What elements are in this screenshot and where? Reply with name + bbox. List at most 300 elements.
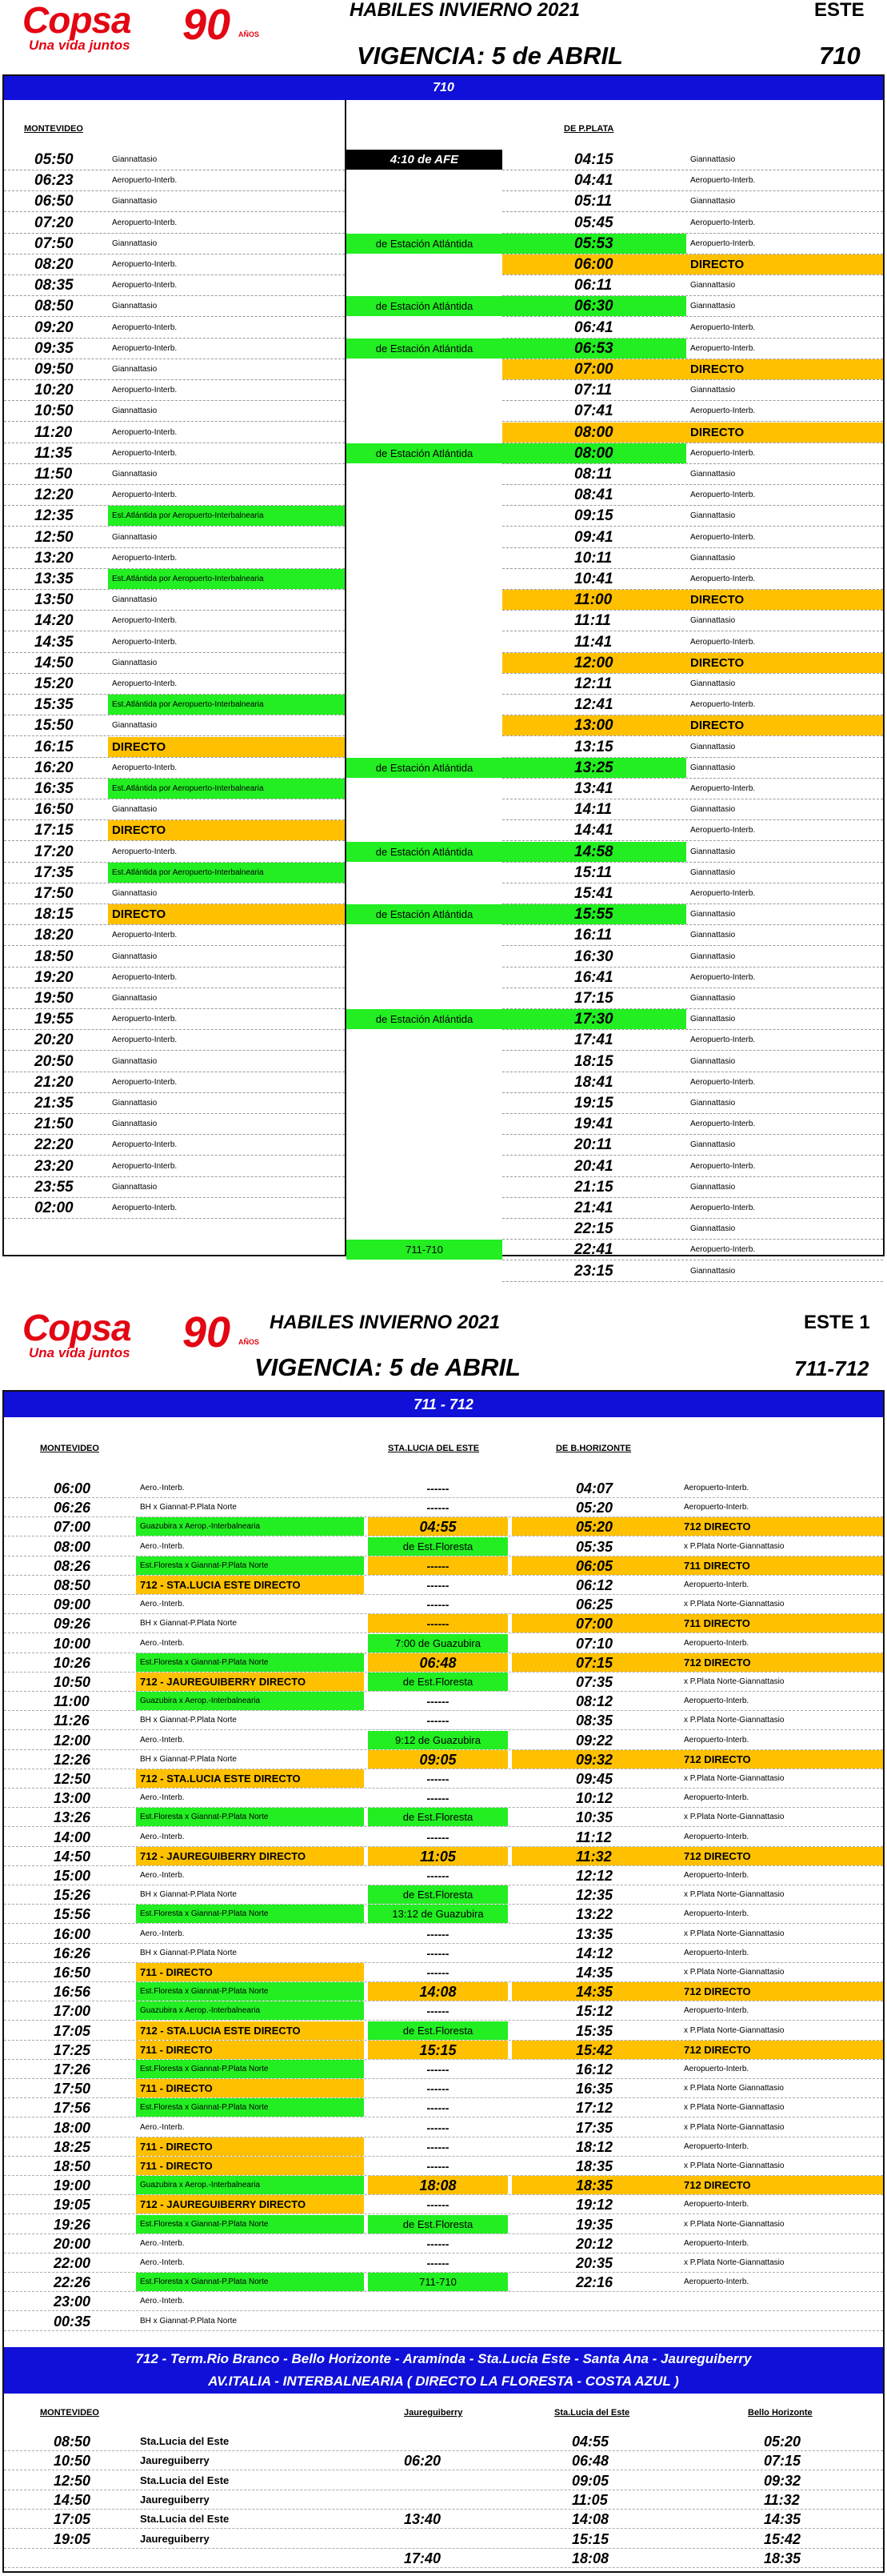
right-cell [502,150,883,170]
brand-tagline: Una vida juntos [29,1345,130,1360]
departure-time: 18:12 [576,2138,613,2155]
right-cell [502,506,883,527]
route-via: x P.Plata Norte-Giannattasio [684,1929,785,1938]
table-row [4,1009,345,1030]
route-via: Aeropuerto-Interb. [690,784,756,793]
departure-time: 21:41 [574,1200,613,1216]
route-via: Est.Atlántida por Aeropuerto-Interbalnearia [112,575,264,583]
route-via: x P.Plata Norte-Giannattasio [684,1716,785,1725]
route-via: Aeropuerto-Interb. [684,1697,749,1706]
departure-time: 12:35 [34,507,74,525]
origin-note: de Estación Atlántida [346,842,502,862]
sta-lucia-value: ------ [426,1830,449,1844]
table-row [4,2510,883,2529]
departure-time: 17:35 [576,2119,613,2136]
departure-time: 07:00 [576,1616,613,1633]
departure-time: 19:35 [576,2216,613,2233]
route-via: Giannattasio [112,721,158,731]
sta-lucia-value: ------ [426,2063,449,2076]
route-via: Aeropuerto-Interb. [112,1077,178,1087]
route-via: 712 DIRECTO [684,1849,751,1862]
departure-time: 08:00 [574,423,613,441]
departure-time: 23:15 [574,1262,613,1280]
sta-lucia-value: ------ [426,1792,449,1805]
departure-time: 08:35 [576,1713,613,1729]
right-cell [502,234,883,254]
route-via: Giannattasio [690,847,736,856]
route-via: Aeropuerto-Interb. [112,176,178,186]
sta-lucia-value: 18:08 [419,2177,457,2194]
route-via: Guazubira x Aerop.-Interbalnearia [140,1697,261,1706]
route-via: x P.Plata Norte-Giannattasio [684,2258,785,2267]
departure-time: 19:05 [54,2530,91,2547]
right-cell [502,170,883,191]
right-cell [502,653,883,674]
departure-time: 14:00 [54,1829,91,1845]
route-via: Giannattasio [690,1099,736,1108]
route-via: Giannattasio [690,679,736,688]
departure-time: 09:00 [54,1596,91,1613]
departure-time: 12:00 [54,1732,91,1749]
departure-time: 05:35 [576,1538,613,1555]
right-cell [502,1177,883,1198]
sta-lucia-time: 04:55 [572,2434,609,2450]
departure-time: 21:35 [34,1095,74,1112]
table-row [346,1072,883,1093]
departure-time: 21:15 [574,1178,613,1196]
departure-time: 14:35 [576,1965,613,1981]
route-via: 711 - DIRECTO [140,2082,213,2095]
table-row [346,653,883,674]
table-row [4,2215,883,2234]
table-row [4,1537,883,1556]
right-cell [502,947,883,968]
route-via: Est.Floresta x Giannat-P.Plata Norte [140,1987,269,1997]
route-via: Est.Floresta x Giannat-P.Plata Norte [140,1909,269,1919]
departure-time: 14:41 [574,822,613,839]
departure-time: 20:50 [34,1052,74,1070]
departure-time: 10:41 [574,571,613,587]
departure-time: 16:35 [34,780,74,797]
right-cell [502,254,883,275]
table-row [4,1673,883,1692]
sta-lucia-value: ------ [426,1579,449,1592]
route-via: 711 - DIRECTO [140,2043,213,2056]
departure-time: 12:41 [574,696,613,714]
departure-time: 16:00 [54,1925,91,1942]
departure-time: 16:12 [576,2061,613,2077]
table-row [346,883,883,904]
right-cell [502,988,883,1009]
route-via: DIRECTO [690,258,745,271]
table-row [346,318,883,339]
table-row [4,1925,883,1944]
route-via: Aeropuerto-Interb. [684,1735,749,1745]
col-montevideo: MONTEVIDEO [40,2408,99,2418]
departure-time: 13:22 [576,1906,613,1923]
right-cell [502,569,883,590]
sta-lucia-time: 15:15 [572,2530,609,2547]
route-via: Aeropuerto-Interb. [690,343,756,353]
route-via: Aeropuerto-Interb. [112,343,178,353]
route-via: Aeropuerto-Interb. [112,218,178,227]
table-row [346,191,883,212]
table-row [4,1905,883,1924]
table-row [4,234,345,254]
route-via: Aero.-Interb. [140,1735,185,1745]
departure-time: 11:11 [574,612,611,630]
right-cell [502,359,883,380]
table-row [4,1576,883,1595]
route-via: Aeropuerto-Interb. [684,1909,749,1919]
departure-time: 11:35 [34,444,73,462]
copsa-logo-1 [22,2,278,66]
table-row [4,2451,883,2470]
jaureguiberry-time: 06:20 [404,2453,442,2470]
table-row [4,1769,883,1789]
route-via: Aeropuerto-Interb. [112,553,178,563]
table-row [4,737,345,758]
right-cell [502,339,883,359]
route-via: Aeropuerto-Interb. [112,637,178,647]
departure-time: 20:00 [54,2235,91,2252]
route-via: Aeropuerto-Interb. [112,1140,178,1150]
route-via: Giannattasio [112,1056,158,1066]
table-row [4,339,345,359]
table-row [346,988,883,1009]
right-cell [502,1072,883,1093]
departure-time: 06:50 [34,193,74,210]
route-via: Aeropuerto-Interb. [690,1204,756,1212]
sta-lucia-value: de Est.Floresta [402,2024,473,2037]
route-via: Aero.-Interb. [140,1793,185,1803]
route-via: Aero.-Interb. [140,1600,185,1609]
route-via: Aero.-Interb. [140,2297,185,2306]
route-via: BH x Giannat-P.Plata Norte [140,1948,237,1957]
col-bello-horizonte: Bello Horizonte [748,2408,813,2418]
sta-lucia-value: ------ [426,1927,449,1941]
route-via: Giannattasio [690,281,736,290]
table-row [4,1731,883,1750]
departure-time: 08:00 [574,444,613,462]
sta-lucia-value: de Est.Floresta [402,1540,473,1552]
table-row [346,213,883,234]
table-row [4,1634,883,1653]
route-via: Aeropuerto-Interb. [112,427,178,437]
right-cell [502,590,883,611]
departure-time: 15:41 [574,885,613,902]
route-via: Aeropuerto-Interb. [112,679,178,688]
table-row [4,779,345,799]
route-via: x P.Plata Norte-Giannattasio [684,1890,785,1900]
departure-time: 19:41 [574,1116,613,1133]
route-via: Aeropuerto-Interb. [112,972,178,982]
departure-time: 21:50 [34,1116,74,1133]
departure-time: 05:11 [574,193,613,210]
departure-time: 19:05 [54,2197,91,2213]
table-row [4,1750,883,1769]
route-via: 712 DIRECTO [684,2179,751,2192]
route-via: Aero.-Interb. [140,1638,185,1648]
departure-time: 13:35 [576,1925,613,1942]
departure-time: 13:41 [574,780,613,797]
route-via: Aeropuerto-Interb. [112,616,178,626]
departure-time: 10:11 [574,549,613,567]
route-via: Aeropuerto-Interb. [112,281,178,290]
sta-lucia-time: 11:05 [572,2491,608,2508]
route-via: Aeropuerto-Interb. [690,637,756,647]
table-row [4,653,345,674]
table-row [4,275,345,296]
table-row [346,799,883,820]
route-via: Giannattasio [112,238,158,248]
table-row [4,2490,883,2510]
destination: Jaureguiberry [140,2493,210,2506]
route-via: DIRECTO [112,823,166,838]
right-cell [502,296,883,317]
departure-time: 10:35 [576,1809,613,1826]
table-row [4,569,345,590]
departure-time: 06:26 [54,1500,91,1516]
departure-time: 08:50 [34,298,74,315]
departure-time: 13:25 [574,759,613,776]
departure-time: 15:20 [34,675,74,692]
line-number: 710 [819,42,861,70]
departure-time: 08:11 [574,466,613,483]
departure-time: 08:50 [54,1577,91,1593]
route-via: 712 - JAUREGUIBERRY DIRECTO [140,1676,306,1688]
table-row [4,715,345,736]
route-via: 712 DIRECTO [684,1656,751,1669]
route-via: Est.Atlántida por Aeropuerto-Interbalnearia [112,784,264,793]
bello-horizonte-time: 07:15 [764,2453,801,2470]
route-via: Giannattasio [112,407,158,416]
right-cell [502,779,883,799]
sta-lucia-value: de Est.Floresta [402,1889,473,1901]
departure-time: 06:23 [34,172,74,190]
sta-lucia-value: de Est.Floresta [402,2217,473,2230]
table-row [346,1135,883,1156]
route-via: Giannattasio [112,1120,158,1129]
schedule-title: HABILES INVIERNO 2021 [270,1312,501,1333]
departure-time: 07:10 [576,1635,613,1652]
departure-time: 17:05 [54,2022,91,2039]
departure-time: 19:20 [34,968,74,986]
route-via: Giannattasio [690,511,736,521]
table-row [4,1030,345,1051]
route-via: Aeropuerto-Interb. [690,1161,756,1171]
table-row [346,569,883,590]
route-via: Giannattasio [690,931,736,940]
table-row [4,611,345,631]
departure-time: 17:12 [576,2100,613,2117]
departure-time: 22:41 [574,1241,613,1259]
table-row [4,2001,883,2021]
departure-time: 19:26 [54,2216,91,2233]
departure-time: 05:53 [574,234,613,252]
route-via: x P.Plata Norte-Giannattasio [684,1541,785,1551]
route-via: Giannattasio [690,1056,736,1066]
departure-time: 16:50 [54,1965,91,1981]
sta-lucia-value: ------ [426,1946,449,1960]
sta-lucia-value: ------ [426,2237,449,2250]
table-row [346,464,883,485]
departure-time: 23:00 [54,2294,91,2310]
departure-time: 11:00 [54,1693,90,1710]
route-via: Aeropuerto-Interb. [690,323,756,332]
table-row [4,632,345,653]
vigencia-label: VIGENCIA: 5 de ABRIL [254,1353,521,1381]
table-row [4,925,345,946]
table-row [4,2176,883,2195]
departure-time: 17:41 [574,1032,613,1049]
departure-time: 13:26 [54,1809,91,1826]
departure-time: 22:00 [54,2255,91,2271]
route-via: Aeropuerto-Interb. [684,2278,749,2287]
origin-note: de Estación Atlántida [346,758,502,778]
table-row [4,2060,883,2079]
sta-lucia-value: ------ [426,1482,449,1495]
table-row [346,548,883,569]
sta-lucia-value: 7:00 de Guazubira [395,1637,481,1649]
sta-lucia-value: ------ [426,1598,449,1612]
route-via: 712 DIRECTO [684,1753,751,1765]
brand-tagline: Una vida juntos [29,38,130,53]
right-cell [502,737,883,758]
departure-time: 18:25 [54,2138,91,2155]
sta-lucia-value: ------ [426,2121,449,2134]
departure-time: 21:20 [34,1073,74,1091]
route-via: Giannattasio [112,302,158,311]
route-via: Giannattasio [690,867,736,877]
departure-time: 14:35 [34,633,74,651]
route-via: Giannattasio [690,197,736,206]
departure-time: 12:20 [34,487,74,504]
route-via: Aeropuerto-Interb. [690,407,756,416]
departure-time: 17:30 [574,1011,613,1028]
table-row [346,715,883,736]
sta-lucia-time: 14:08 [572,2511,609,2528]
table-row [4,1595,883,1614]
route-via: Aeropuerto-Interb. [684,1948,749,1957]
table-row [4,380,345,401]
departure-time: 14:20 [34,612,74,630]
route-via: 712 - STA.LUCIA ESTE DIRECTO [140,2024,301,2037]
table-row [4,904,345,925]
bello-horizonte-time: 15:42 [764,2530,801,2547]
route-via: Giannattasio [112,1099,158,1108]
route-via: x P.Plata Norte-Giannattasio [684,2122,785,2132]
departure-time: 17:50 [34,885,74,902]
table-row [4,1198,345,1219]
route-via: BH x Giannat-P.Plata Norte [140,1754,237,1764]
table-row [346,423,883,443]
departure-time: 12:12 [576,1868,613,1884]
table-row [4,1866,883,1885]
vigencia-label: VIGENCIA: 5 de ABRIL [357,42,623,70]
route-via: Giannattasio [690,994,736,1003]
departure-time: 07:20 [34,214,74,231]
departure-time: 09:50 [34,361,74,378]
table-row [346,820,883,841]
table-row [4,2195,883,2214]
table-row [346,339,883,359]
sta-lucia-value: 11:05 [420,1848,456,1865]
route-via: Aeropuerto-Interb. [684,2238,749,2248]
route-via: Giannattasio [690,1266,736,1276]
sta-lucia-value: 14:08 [419,1984,457,2001]
departure-time: 17:20 [34,843,74,860]
table-row [346,695,883,715]
table-row [346,925,883,946]
table-row [4,968,345,988]
table-row [346,1240,883,1260]
departure-time: 09:20 [34,318,74,336]
route-via: Aeropuerto-Interb. [112,491,178,500]
route-via: BH x Giannat-P.Plata Norte [140,1619,237,1629]
right-cell [502,1198,883,1219]
right-cell [502,1093,883,1114]
route-via: Guazubira x Aerop.-Interbalnearia [140,1522,261,1532]
table-row [346,904,883,925]
departure-time: 20:12 [576,2235,613,2252]
copsa-logo-2 [22,1309,278,1373]
right-cell [502,485,883,506]
right-cell [502,1052,883,1072]
departure-time: 12:11 [574,675,613,692]
table-row [4,988,345,1009]
table-row [4,548,345,569]
departure-time: 18:35 [576,2177,613,2194]
route-via: DIRECTO [690,655,745,670]
departure-time: 10:20 [34,382,74,399]
table-row [346,1177,883,1198]
right-cell [502,925,883,946]
route-via: BH x Giannat-P.Plata Norte [140,1716,237,1725]
route-via: BH x Giannat-P.Plata Norte [140,1890,237,1900]
right-cell [502,883,883,904]
departure-time: 06:05 [576,1557,613,1574]
right-cell [502,1156,883,1177]
table-row [4,2137,883,2157]
departure-time: 17:25 [54,2041,91,2058]
table-row [4,758,345,779]
departure-time: 14:50 [54,2491,91,2508]
route-via: Giannattasio [690,742,736,751]
table-row [346,1198,883,1219]
col-jaureguiberry: Jaureguiberry [404,2408,463,2418]
table-row [4,170,345,191]
route-via: Giannattasio [112,1182,158,1192]
departure-time: 17:15 [574,990,613,1007]
col-sta-lucia: Sta.Lucia del Este [554,2408,630,2418]
route-via: Aeropuerto-Interb. [684,1484,749,1492]
table-row [346,632,883,653]
destination: Jaureguiberry [140,2532,210,2545]
route-via: Giannattasio [690,470,736,479]
route-via: Aeropuerto-Interb. [112,931,178,940]
sta-lucia-value: 06:48 [419,1654,457,1671]
route-via: BH x Giannat-P.Plata Norte [140,2316,237,2326]
sta-lucia-value: de Est.Floresta [402,1811,473,1824]
sta-lucia-value: de Est.Floresta [402,1676,473,1688]
departure-time: 07:50 [34,234,74,252]
table-row [4,296,345,317]
departure-time: 15:42 [576,2041,613,2058]
route-via: Est.Floresta x Giannat-P.Plata Norte [140,1560,269,1570]
departure-time: 05:20 [576,1519,613,1536]
route-via: Giannattasio [112,197,158,206]
